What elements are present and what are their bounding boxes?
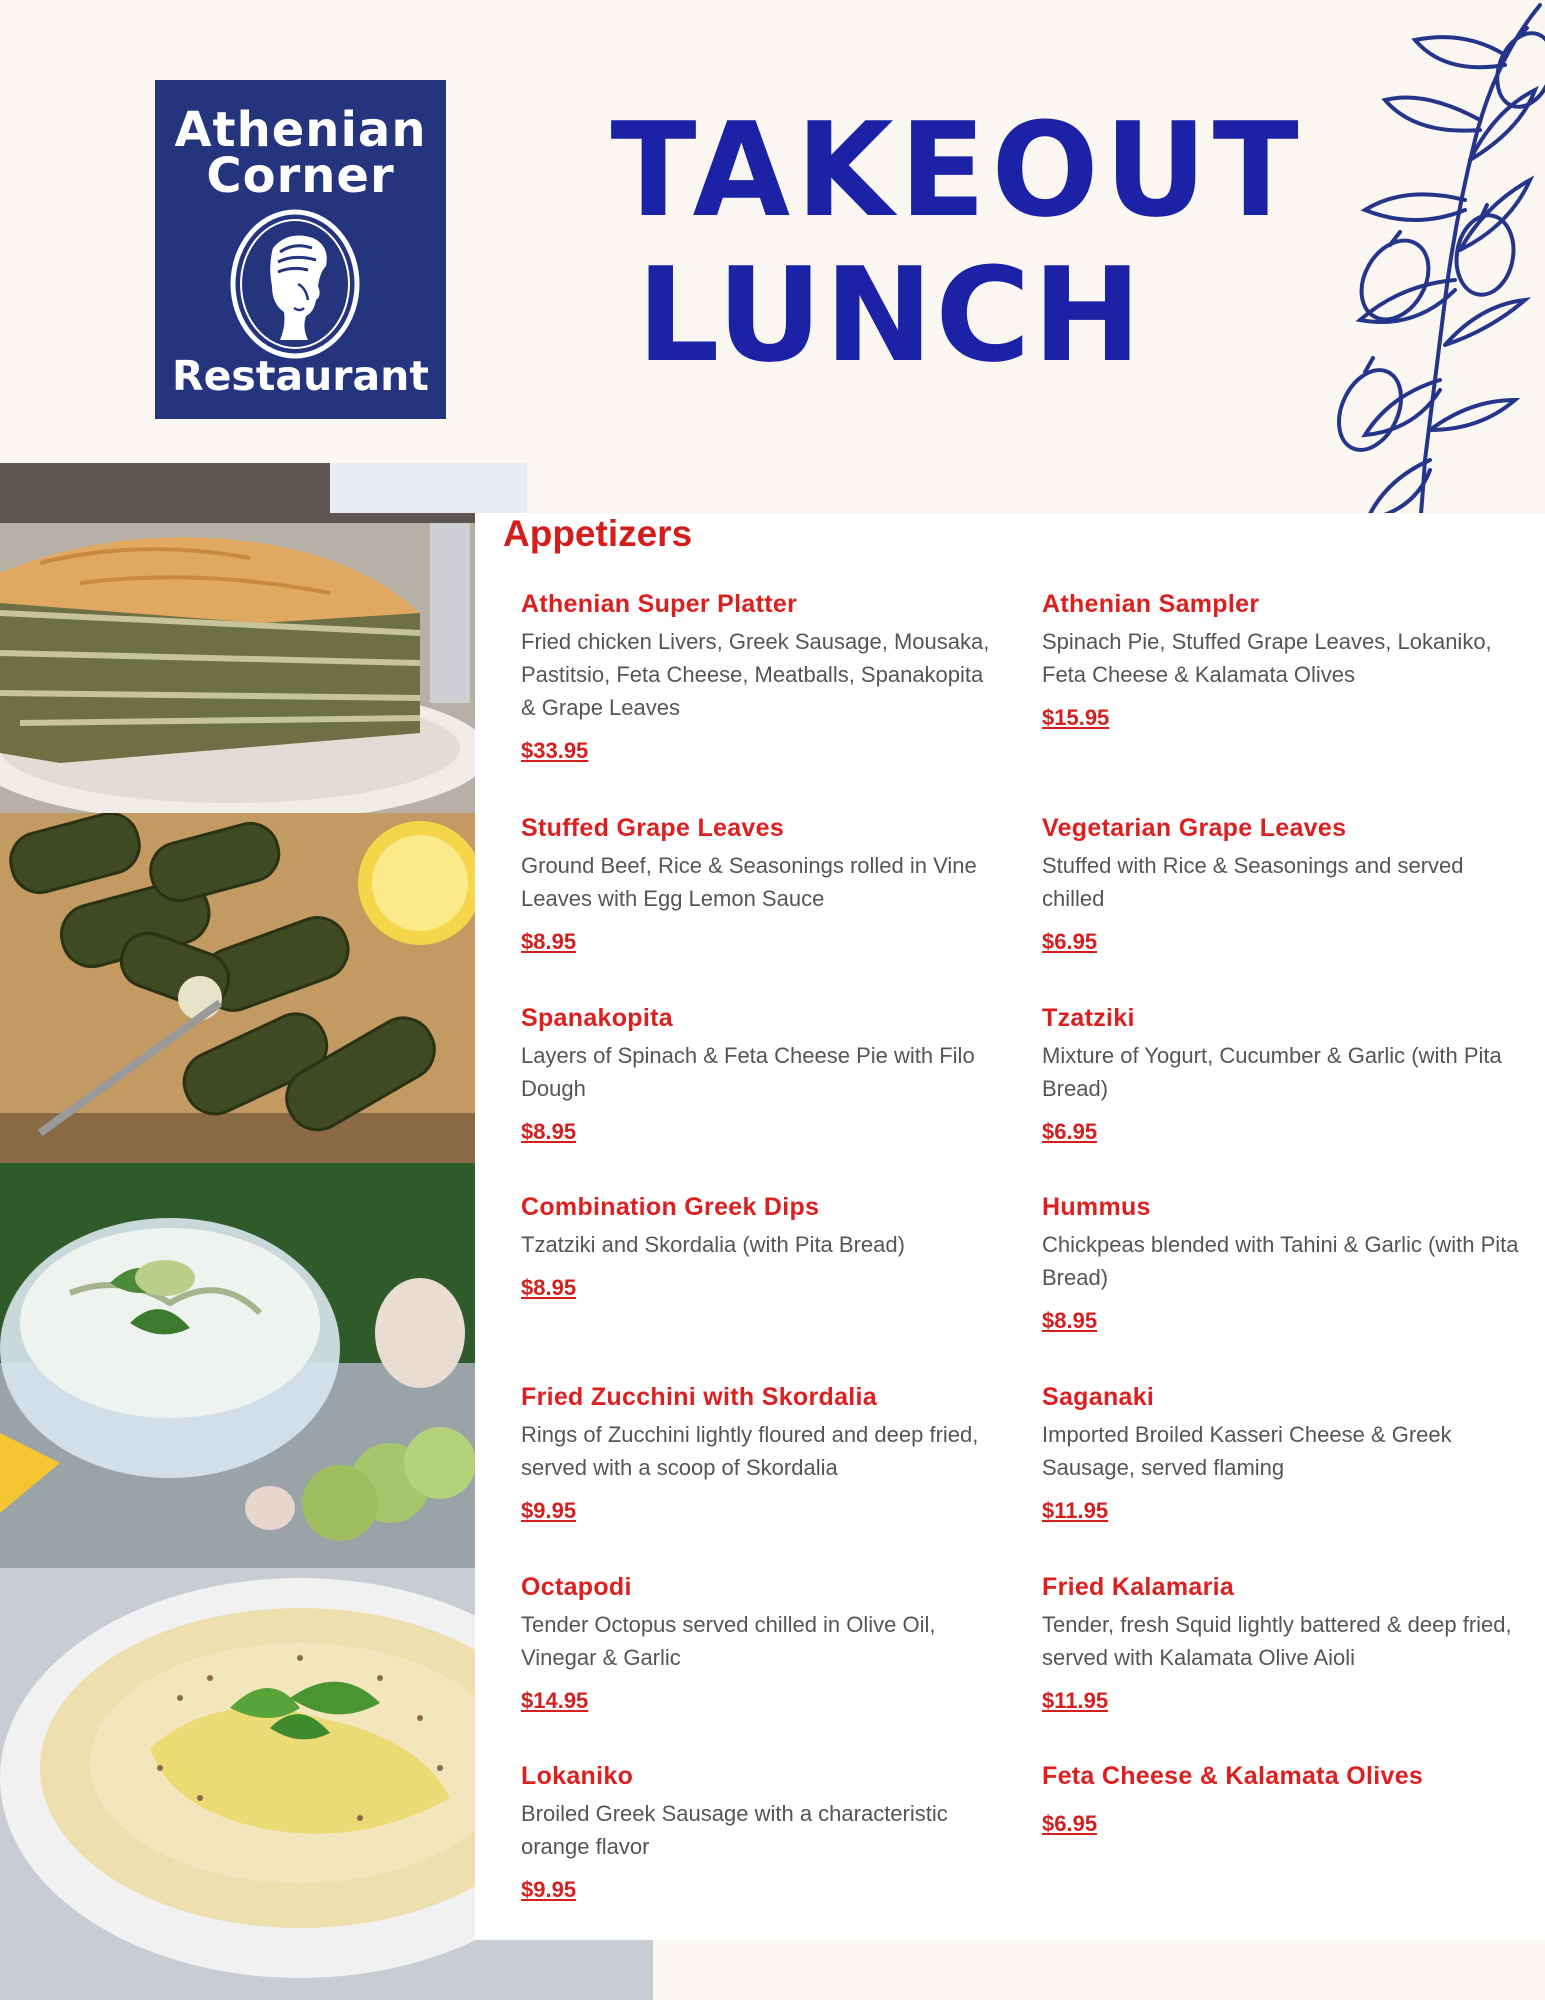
item-name: Lokaniko <box>521 1762 634 1790</box>
item-description: Stuffed with Rice & Seasonings and served chilled <box>1042 853 1464 911</box>
appetizers-menu-panel <box>475 513 1545 1940</box>
menu-item-vegetarian-grape-leaves <box>1042 814 1522 955</box>
menu-item-lokaniko <box>521 1762 1001 1903</box>
item-price[interactable]: $8.95 <box>521 1275 577 1300</box>
grape-leaves-photo <box>0 813 475 1163</box>
item-description: Broiled Greek Sausage with a characteristic orange flavor <box>521 1801 948 1859</box>
item-price[interactable]: $15.95 <box>1042 705 1110 730</box>
item-name: Octapodi <box>521 1573 632 1601</box>
item-description: Chickpeas blended with Tahini & Garlic (with Pita Bread) <box>1042 1232 1519 1290</box>
logo-text-corner: Corner <box>206 148 395 204</box>
menu-item-spanakopita <box>521 1004 1001 1145</box>
greek-head-medallion-icon <box>228 208 362 360</box>
menu-item-stuffed-grape-leaves <box>521 814 1001 955</box>
item-description: Spinach Pie, Stuffed Grape Leaves, Lokaniko, Feta Cheese & Kalamata Olives <box>1042 629 1492 687</box>
item-price[interactable]: $6.95 <box>1042 1119 1098 1144</box>
item-price[interactable]: $14.95 <box>521 1688 589 1713</box>
item-price[interactable]: $8.95 <box>1042 1308 1098 1333</box>
menu-item-athenian-super-platter <box>521 590 1001 764</box>
menu-item-fried-zucchini <box>521 1383 1001 1524</box>
item-name: Fried Zucchini with Skordalia <box>521 1383 877 1411</box>
logo-text-restaurant: Restaurant <box>172 352 429 400</box>
item-name: Saganaki <box>1042 1383 1155 1411</box>
menu-item-athenian-sampler <box>1042 590 1522 731</box>
item-name: Athenian Sampler <box>1042 590 1260 618</box>
item-name: Stuffed Grape Leaves <box>521 814 785 842</box>
item-name: Tzatziki <box>1042 1004 1135 1032</box>
item-price[interactable]: $11.95 <box>1042 1688 1109 1713</box>
item-price[interactable]: $8.95 <box>521 929 577 954</box>
item-name: Athenian Super Platter <box>521 590 798 618</box>
item-name: Feta Cheese & Kalamata Olives <box>1042 1762 1424 1790</box>
item-name: Spanakopita <box>521 1004 673 1032</box>
olive-branch-icon <box>1305 0 1545 585</box>
item-name: Hummus <box>1042 1193 1151 1221</box>
item-name: Fried Kalamaria <box>1042 1573 1235 1601</box>
menu-item-saganaki <box>1042 1383 1522 1524</box>
menu-item-octapodi <box>521 1573 1001 1714</box>
item-description: Fried chicken Livers, Greek Sausage, Mousaka, Pastitsio, Feta Cheese, Meatballs, Spanakopita & Grape Leaves <box>521 629 990 720</box>
item-description: Tender Octopus served chilled in Olive Oil, Vinegar & Garlic <box>521 1612 936 1670</box>
menu-item-feta-kalamata-olives <box>1042 1762 1522 1837</box>
item-description: Imported Broiled Kasseri Cheese & Greek Sausage, served flaming <box>1042 1422 1452 1480</box>
item-description: Rings of Zucchini lightly floured and deep fried, served with a scoop of Skordalia <box>521 1422 979 1480</box>
tzatziki-photo <box>0 1163 475 1568</box>
menu-item-tzatziki <box>1042 1004 1522 1145</box>
title-lunch: LUNCH <box>636 239 1144 391</box>
item-price[interactable]: $8.95 <box>521 1119 577 1144</box>
item-price[interactable]: $6.95 <box>1042 1811 1098 1836</box>
item-price[interactable]: $9.95 <box>521 1498 577 1523</box>
item-description: Tzatziki and Skordalia (with Pita Bread) <box>521 1232 905 1257</box>
item-price[interactable]: $6.95 <box>1042 929 1098 954</box>
section-title-appetizers: Appetizers <box>503 513 693 554</box>
item-price[interactable]: $9.95 <box>521 1877 577 1902</box>
item-name: Combination Greek Dips <box>521 1193 820 1221</box>
restaurant-logo <box>155 80 446 419</box>
menu-item-combination-greek-dips <box>521 1193 1001 1301</box>
item-description: Layers of Spinach & Feta Cheese Pie with Filo Dough <box>521 1043 975 1101</box>
title-takeout: TAKEOUT <box>610 94 1305 246</box>
item-description: Ground Beef, Rice & Seasonings rolled in Vine Leaves with Egg Lemon Sauce <box>521 853 977 911</box>
spanakopita-photo <box>0 463 527 813</box>
item-description: Mixture of Yogurt, Cucumber & Garlic (with Pita Bread) <box>1042 1043 1502 1101</box>
logo-text-athenian: Athenian <box>174 102 427 158</box>
item-price[interactable]: $11.95 <box>1042 1498 1109 1523</box>
item-price[interactable]: $33.95 <box>521 738 589 763</box>
item-description: Tender, fresh Squid lightly battered & deep fried, served with Kalamata Olive Aioli <box>1042 1612 1512 1670</box>
menu-item-fried-kalamaria <box>1042 1573 1522 1714</box>
menu-item-hummus <box>1042 1193 1522 1334</box>
item-name: Vegetarian Grape Leaves <box>1042 814 1347 842</box>
